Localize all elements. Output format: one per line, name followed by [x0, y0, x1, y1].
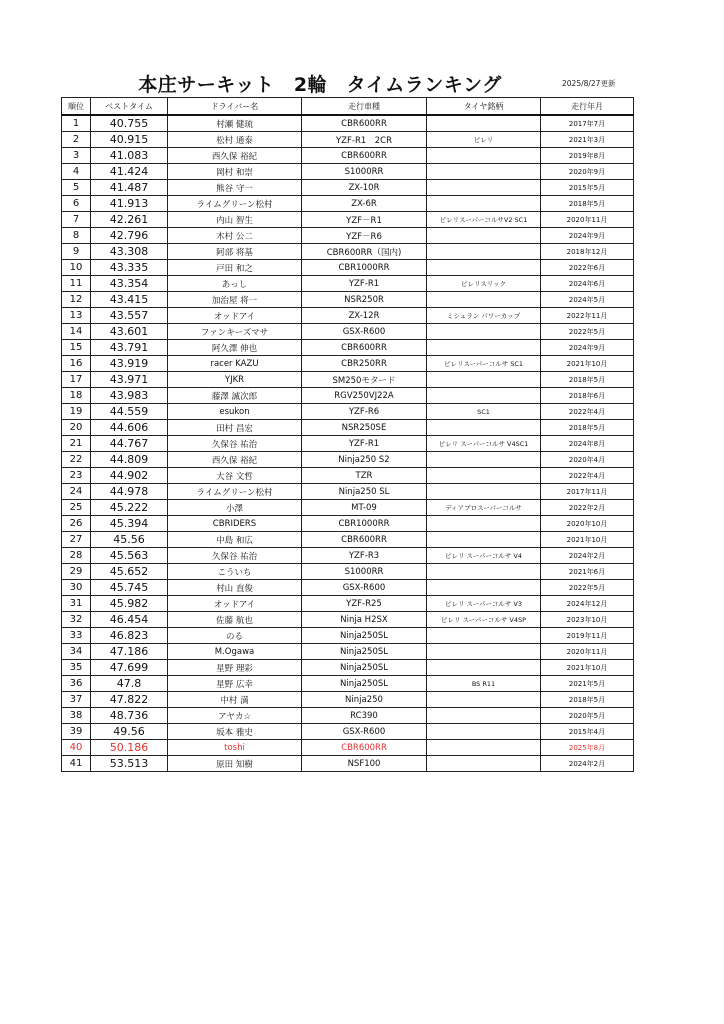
date-cell: 2020年9月	[541, 164, 634, 180]
best-time-cell: 44.767	[91, 436, 168, 452]
date-cell: 2015年5月	[541, 180, 634, 196]
date-cell: 2018年5月	[541, 372, 634, 388]
best-time-cell: 43.308	[91, 244, 168, 260]
bike-cell: GSX-R600	[302, 580, 427, 596]
table-row	[62, 612, 634, 628]
date-cell: 2017年7月	[541, 115, 634, 132]
table-row	[62, 356, 634, 372]
driver-cell: 中島 和広	[168, 532, 302, 548]
best-time-cell: 43.335	[91, 260, 168, 276]
tire-cell	[427, 372, 541, 388]
date-cell: 2024年12月	[541, 596, 634, 612]
tire-cell	[427, 740, 541, 756]
driver-cell: 西久保 裕紀	[168, 148, 302, 164]
date-cell: 2021年6月	[541, 564, 634, 580]
tire-cell	[427, 260, 541, 276]
bike-cell: CBR1000RR	[302, 516, 427, 532]
tire-cell	[427, 580, 541, 596]
driver-cell: YJKR	[168, 372, 302, 388]
date-cell: 2022年5月	[541, 324, 634, 340]
tire-cell	[427, 244, 541, 260]
date-cell: 2024年9月	[541, 228, 634, 244]
tire-cell	[427, 628, 541, 644]
date-cell: 2019年8月	[541, 148, 634, 164]
updated-date: 2025/8/27更新	[562, 79, 616, 88]
header-rank: 順位	[62, 98, 91, 116]
tire-cell: ミシュラン パワーカップ	[427, 308, 541, 324]
driver-cell: 戸田 和之	[168, 260, 302, 276]
rank-cell: 24	[62, 484, 91, 500]
driver-cell: 久保谷 祐治	[168, 436, 302, 452]
driver-cell: こういち	[168, 564, 302, 580]
table-header-row	[62, 98, 634, 116]
bike-cell: S1000RR	[302, 164, 427, 180]
best-time-cell: 44.606	[91, 420, 168, 436]
bike-cell: ZX-10R	[302, 180, 427, 196]
date-cell: 2018年12月	[541, 244, 634, 260]
rank-cell: 18	[62, 388, 91, 404]
bike-cell: YZF-R3	[302, 548, 427, 564]
tire-cell	[427, 324, 541, 340]
date-cell: 2024年2月	[541, 756, 634, 772]
driver-cell: 藤澤 誠次郎	[168, 388, 302, 404]
driver-cell: 原田 知樹	[168, 756, 302, 772]
table-row	[62, 308, 634, 324]
rank-cell: 7	[62, 212, 91, 228]
bike-cell: Ninja250 SL	[302, 484, 427, 500]
rank-cell: 36	[62, 676, 91, 692]
table-row	[62, 564, 634, 580]
date-cell: 2018年6月	[541, 388, 634, 404]
rank-cell: 14	[62, 324, 91, 340]
date-cell: 2021年5月	[541, 676, 634, 692]
bike-cell: YZF-R25	[302, 596, 427, 612]
tire-cell	[427, 484, 541, 500]
rank-cell: 34	[62, 644, 91, 660]
driver-cell: 久保谷 祐治	[168, 548, 302, 564]
table-row	[62, 644, 634, 660]
best-time-cell: 45.222	[91, 500, 168, 516]
tire-cell	[427, 180, 541, 196]
bike-cell: Ninja250SL	[302, 628, 427, 644]
best-time-cell: 43.791	[91, 340, 168, 356]
header-date: 走行年月	[541, 98, 634, 116]
driver-cell: アヤカ☆	[168, 708, 302, 724]
tire-cell: ピレリスーパーコルサ SC1	[427, 356, 541, 372]
best-time-cell: 43.601	[91, 324, 168, 340]
table-row	[62, 372, 634, 388]
rank-cell: 33	[62, 628, 91, 644]
rank-cell: 10	[62, 260, 91, 276]
rank-cell: 6	[62, 196, 91, 212]
bike-cell: NSR250SE	[302, 420, 427, 436]
date-cell: 2020年11月	[541, 212, 634, 228]
bike-cell: ZX-12R	[302, 308, 427, 324]
tire-cell: ピレリスリック	[427, 276, 541, 292]
date-cell: 2024年9月	[541, 340, 634, 356]
date-cell: 2024年5月	[541, 292, 634, 308]
table-row	[62, 692, 634, 708]
bike-cell: NSF100	[302, 756, 427, 772]
tire-cell	[427, 724, 541, 740]
tire-cell	[427, 756, 541, 772]
tire-cell	[427, 292, 541, 308]
driver-cell: 大谷 文哲	[168, 468, 302, 484]
driver-cell: 星野 広幸	[168, 676, 302, 692]
tire-cell	[427, 196, 541, 212]
table-row	[62, 115, 634, 132]
rank-cell: 28	[62, 548, 91, 564]
header-bike: 走行車種	[302, 98, 427, 116]
date-cell: 2022年2月	[541, 500, 634, 516]
table-row	[62, 132, 634, 148]
table-row	[62, 164, 634, 180]
driver-cell: 阿部 将基	[168, 244, 302, 260]
table-row	[62, 580, 634, 596]
best-time-cell: 47.186	[91, 644, 168, 660]
date-cell: 2021年10月	[541, 532, 634, 548]
bike-cell: TZR	[302, 468, 427, 484]
table-row	[62, 292, 634, 308]
date-cell: 2020年11月	[541, 644, 634, 660]
table-row	[62, 340, 634, 356]
rank-cell: 22	[62, 452, 91, 468]
header-tire: タイヤ銘柄	[427, 98, 541, 116]
best-time-cell: 44.978	[91, 484, 168, 500]
rank-cell: 8	[62, 228, 91, 244]
table-row	[62, 244, 634, 260]
driver-cell: 岡村 和崇	[168, 164, 302, 180]
table-row	[62, 276, 634, 292]
best-time-cell: 44.809	[91, 452, 168, 468]
table-row	[62, 724, 634, 740]
tire-cell	[427, 148, 541, 164]
tire-cell	[427, 388, 541, 404]
driver-cell: ライムグリーン松村	[168, 196, 302, 212]
date-cell: 2022年6月	[541, 260, 634, 276]
best-time-cell: 45.745	[91, 580, 168, 596]
table-row	[62, 148, 634, 164]
tire-cell	[427, 420, 541, 436]
table-row	[62, 596, 634, 612]
tire-cell	[427, 708, 541, 724]
tire-cell	[427, 164, 541, 180]
table-row	[62, 452, 634, 468]
bike-cell: CBR600RR（国内)	[302, 244, 427, 260]
best-time-cell: 47.699	[91, 660, 168, 676]
bike-cell: Ninja250 S2	[302, 452, 427, 468]
rank-cell: 23	[62, 468, 91, 484]
bike-cell: SM250モタード	[302, 372, 427, 388]
rank-cell: 15	[62, 340, 91, 356]
driver-cell: あっし	[168, 276, 302, 292]
bike-cell: CBR1000RR	[302, 260, 427, 276]
table-row	[62, 548, 634, 564]
date-cell: 2022年5月	[541, 580, 634, 596]
tire-cell: BS R11	[427, 676, 541, 692]
tire-cell	[427, 115, 541, 132]
tire-cell	[427, 468, 541, 484]
date-cell: 2024年6月	[541, 276, 634, 292]
best-time-cell: 45.652	[91, 564, 168, 580]
table-row	[62, 212, 634, 228]
best-time-cell: 42.796	[91, 228, 168, 244]
best-time-cell: 45.563	[91, 548, 168, 564]
bike-cell: YZF－R6	[302, 228, 427, 244]
header-best-time: ベストタイム	[91, 98, 168, 116]
driver-cell: M.Ogawa	[168, 644, 302, 660]
driver-cell: toshi	[168, 740, 302, 756]
date-cell: 2018年5月	[541, 196, 634, 212]
table-row	[62, 468, 634, 484]
rank-cell: 41	[62, 756, 91, 772]
driver-cell: 佐藤 航也	[168, 612, 302, 628]
date-cell: 2022年11月	[541, 308, 634, 324]
best-time-cell: 45.394	[91, 516, 168, 532]
tire-cell: ディアブロスーパーコルサ	[427, 500, 541, 516]
tire-cell: ピレリ スーパーコルサ V4SC1	[427, 436, 541, 452]
date-cell: 2022年4月	[541, 404, 634, 420]
tire-cell	[427, 564, 541, 580]
driver-cell: 坂本 雅史	[168, 724, 302, 740]
bike-cell: GSX-R600	[302, 324, 427, 340]
rank-cell: 1	[62, 115, 91, 132]
table-row	[62, 228, 634, 244]
date-cell: 2020年4月	[541, 452, 634, 468]
bike-cell: YZF－R1	[302, 212, 427, 228]
bike-cell: CBR600RR	[302, 115, 427, 132]
bike-cell: RC390	[302, 708, 427, 724]
driver-cell: 西久保 裕紀	[168, 452, 302, 468]
best-time-cell: 41.424	[91, 164, 168, 180]
date-cell: 2020年5月	[541, 708, 634, 724]
driver-cell: ファンキーズマサ	[168, 324, 302, 340]
bike-cell: CBR600RR	[302, 532, 427, 548]
best-time-cell: 48.736	[91, 708, 168, 724]
table-row	[62, 740, 634, 756]
bike-cell: CBR600RR	[302, 340, 427, 356]
date-cell: 2018年5月	[541, 692, 634, 708]
rank-cell: 13	[62, 308, 91, 324]
driver-cell: 村瀬 健琉	[168, 115, 302, 132]
rank-cell: 25	[62, 500, 91, 516]
bike-cell: S1000RR	[302, 564, 427, 580]
driver-cell: のる	[168, 628, 302, 644]
table-row	[62, 180, 634, 196]
driver-cell: オッドアイ	[168, 308, 302, 324]
rank-cell: 40	[62, 740, 91, 756]
rank-cell: 19	[62, 404, 91, 420]
tire-cell	[427, 228, 541, 244]
best-time-cell: 50.186	[91, 740, 168, 756]
best-time-cell: 42.261	[91, 212, 168, 228]
date-cell: 2020年10月	[541, 516, 634, 532]
tire-cell	[427, 516, 541, 532]
best-time-cell: 43.983	[91, 388, 168, 404]
tire-cell: ピレリ スーパーコルサ V4	[427, 548, 541, 564]
best-time-cell: 43.557	[91, 308, 168, 324]
rank-cell: 39	[62, 724, 91, 740]
driver-cell: 熊谷 守一	[168, 180, 302, 196]
table-row	[62, 756, 634, 772]
rank-cell: 37	[62, 692, 91, 708]
driver-cell: 阿久澤 伸也	[168, 340, 302, 356]
ranking-table-body	[62, 115, 634, 772]
best-time-cell: 41.083	[91, 148, 168, 164]
tire-cell: ピレリスーパーコルサV2 SC1	[427, 212, 541, 228]
page-title: 本庄サーキット 2輪 タイムランキング	[138, 74, 502, 96]
tire-cell	[427, 644, 541, 660]
bike-cell: CBR250RR	[302, 356, 427, 372]
date-cell: 2021年10月	[541, 660, 634, 676]
rank-cell: 38	[62, 708, 91, 724]
rank-cell: 26	[62, 516, 91, 532]
bike-cell: Ninja250	[302, 692, 427, 708]
rank-cell: 4	[62, 164, 91, 180]
best-time-cell: 43.354	[91, 276, 168, 292]
bike-cell: Ninja250SL	[302, 676, 427, 692]
driver-cell: 中村 満	[168, 692, 302, 708]
table-row	[62, 708, 634, 724]
best-time-cell: 46.823	[91, 628, 168, 644]
rank-cell: 16	[62, 356, 91, 372]
rank-cell: 17	[62, 372, 91, 388]
table-row	[62, 660, 634, 676]
best-time-cell: 43.415	[91, 292, 168, 308]
bike-cell: Ninja250SL	[302, 660, 427, 676]
best-time-cell: 47.822	[91, 692, 168, 708]
table-row	[62, 436, 634, 452]
rank-cell: 2	[62, 132, 91, 148]
driver-cell: racer KAZU	[168, 356, 302, 372]
best-time-cell: 47.8	[91, 676, 168, 692]
bike-cell: MT-09	[302, 500, 427, 516]
table-row	[62, 532, 634, 548]
best-time-cell: 43.919	[91, 356, 168, 372]
driver-cell: 星野 理彩	[168, 660, 302, 676]
rank-cell: 12	[62, 292, 91, 308]
driver-cell: 木村 公二	[168, 228, 302, 244]
best-time-cell: 49.56	[91, 724, 168, 740]
rank-cell: 30	[62, 580, 91, 596]
rank-cell: 5	[62, 180, 91, 196]
best-time-cell: 45.56	[91, 532, 168, 548]
driver-cell: 加治屋 将一	[168, 292, 302, 308]
rank-cell: 35	[62, 660, 91, 676]
date-cell: 2024年8月	[541, 436, 634, 452]
date-cell: 2021年10月	[541, 356, 634, 372]
rank-cell: 32	[62, 612, 91, 628]
best-time-cell: 45.982	[91, 596, 168, 612]
date-cell: 2018年5月	[541, 420, 634, 436]
best-time-cell: 44.559	[91, 404, 168, 420]
bike-cell: Ninja250SL	[302, 644, 427, 660]
date-cell: 2017年11月	[541, 484, 634, 500]
table-row	[62, 388, 634, 404]
driver-cell: 松村 通泰	[168, 132, 302, 148]
tire-cell: ピレリ スーパーコルサ V3	[427, 596, 541, 612]
rank-cell: 20	[62, 420, 91, 436]
table-row	[62, 676, 634, 692]
bike-cell: YZF-R1 2CR	[302, 132, 427, 148]
rank-cell: 3	[62, 148, 91, 164]
table-row	[62, 420, 634, 436]
bike-cell: NSR250R	[302, 292, 427, 308]
driver-cell: ライムグリーン松村	[168, 484, 302, 500]
tire-cell	[427, 692, 541, 708]
tire-cell: SC1	[427, 404, 541, 420]
tire-cell	[427, 452, 541, 468]
table-row	[62, 500, 634, 516]
best-time-cell: 41.487	[91, 180, 168, 196]
bike-cell: Ninja H2SX	[302, 612, 427, 628]
rank-cell: 11	[62, 276, 91, 292]
header-driver: ドライバー名	[168, 98, 302, 116]
bike-cell: YZF-R1	[302, 436, 427, 452]
best-time-cell: 46.454	[91, 612, 168, 628]
table-row	[62, 484, 634, 500]
ranking-table	[61, 97, 634, 772]
best-time-cell: 44.902	[91, 468, 168, 484]
best-time-cell: 53.513	[91, 756, 168, 772]
date-cell: 2015年4月	[541, 724, 634, 740]
tire-cell	[427, 660, 541, 676]
driver-cell: 村山 直俊	[168, 580, 302, 596]
date-cell: 2024年2月	[541, 548, 634, 564]
rank-cell: 27	[62, 532, 91, 548]
bike-cell: YZF-R1	[302, 276, 427, 292]
driver-cell: 田村 昌宏	[168, 420, 302, 436]
table-row	[62, 628, 634, 644]
bike-cell: RGV250VJ22A	[302, 388, 427, 404]
rank-cell: 31	[62, 596, 91, 612]
rank-cell: 9	[62, 244, 91, 260]
rank-cell: 21	[62, 436, 91, 452]
tire-cell: ピレリ スーパーコルサ V4SP	[427, 612, 541, 628]
tire-cell: ピレリ	[427, 132, 541, 148]
rank-cell: 29	[62, 564, 91, 580]
date-cell: 2022年4月	[541, 468, 634, 484]
table-row	[62, 516, 634, 532]
tire-cell	[427, 532, 541, 548]
best-time-cell: 41.913	[91, 196, 168, 212]
driver-cell: CBRIDERS	[168, 516, 302, 532]
driver-cell: オッドアイ	[168, 596, 302, 612]
bike-cell: ZX-6R	[302, 196, 427, 212]
bike-cell: CBR600RR	[302, 148, 427, 164]
date-cell: 2025年8月	[541, 740, 634, 756]
table-row	[62, 196, 634, 212]
driver-cell: esukon	[168, 404, 302, 420]
best-time-cell: 40.915	[91, 132, 168, 148]
best-time-cell: 43.971	[91, 372, 168, 388]
best-time-cell: 40.755	[91, 115, 168, 132]
tire-cell	[427, 340, 541, 356]
date-cell: 2021年3月	[541, 132, 634, 148]
bike-cell: YZF-R6	[302, 404, 427, 420]
table-row	[62, 260, 634, 276]
bike-cell: GSX-R600	[302, 724, 427, 740]
date-cell: 2023年10月	[541, 612, 634, 628]
table-row	[62, 324, 634, 340]
bike-cell: CBR600RR	[302, 740, 427, 756]
driver-cell: 内山 智生	[168, 212, 302, 228]
driver-cell: 小澤	[168, 500, 302, 516]
table-row	[62, 404, 634, 420]
date-cell: 2019年11月	[541, 628, 634, 644]
